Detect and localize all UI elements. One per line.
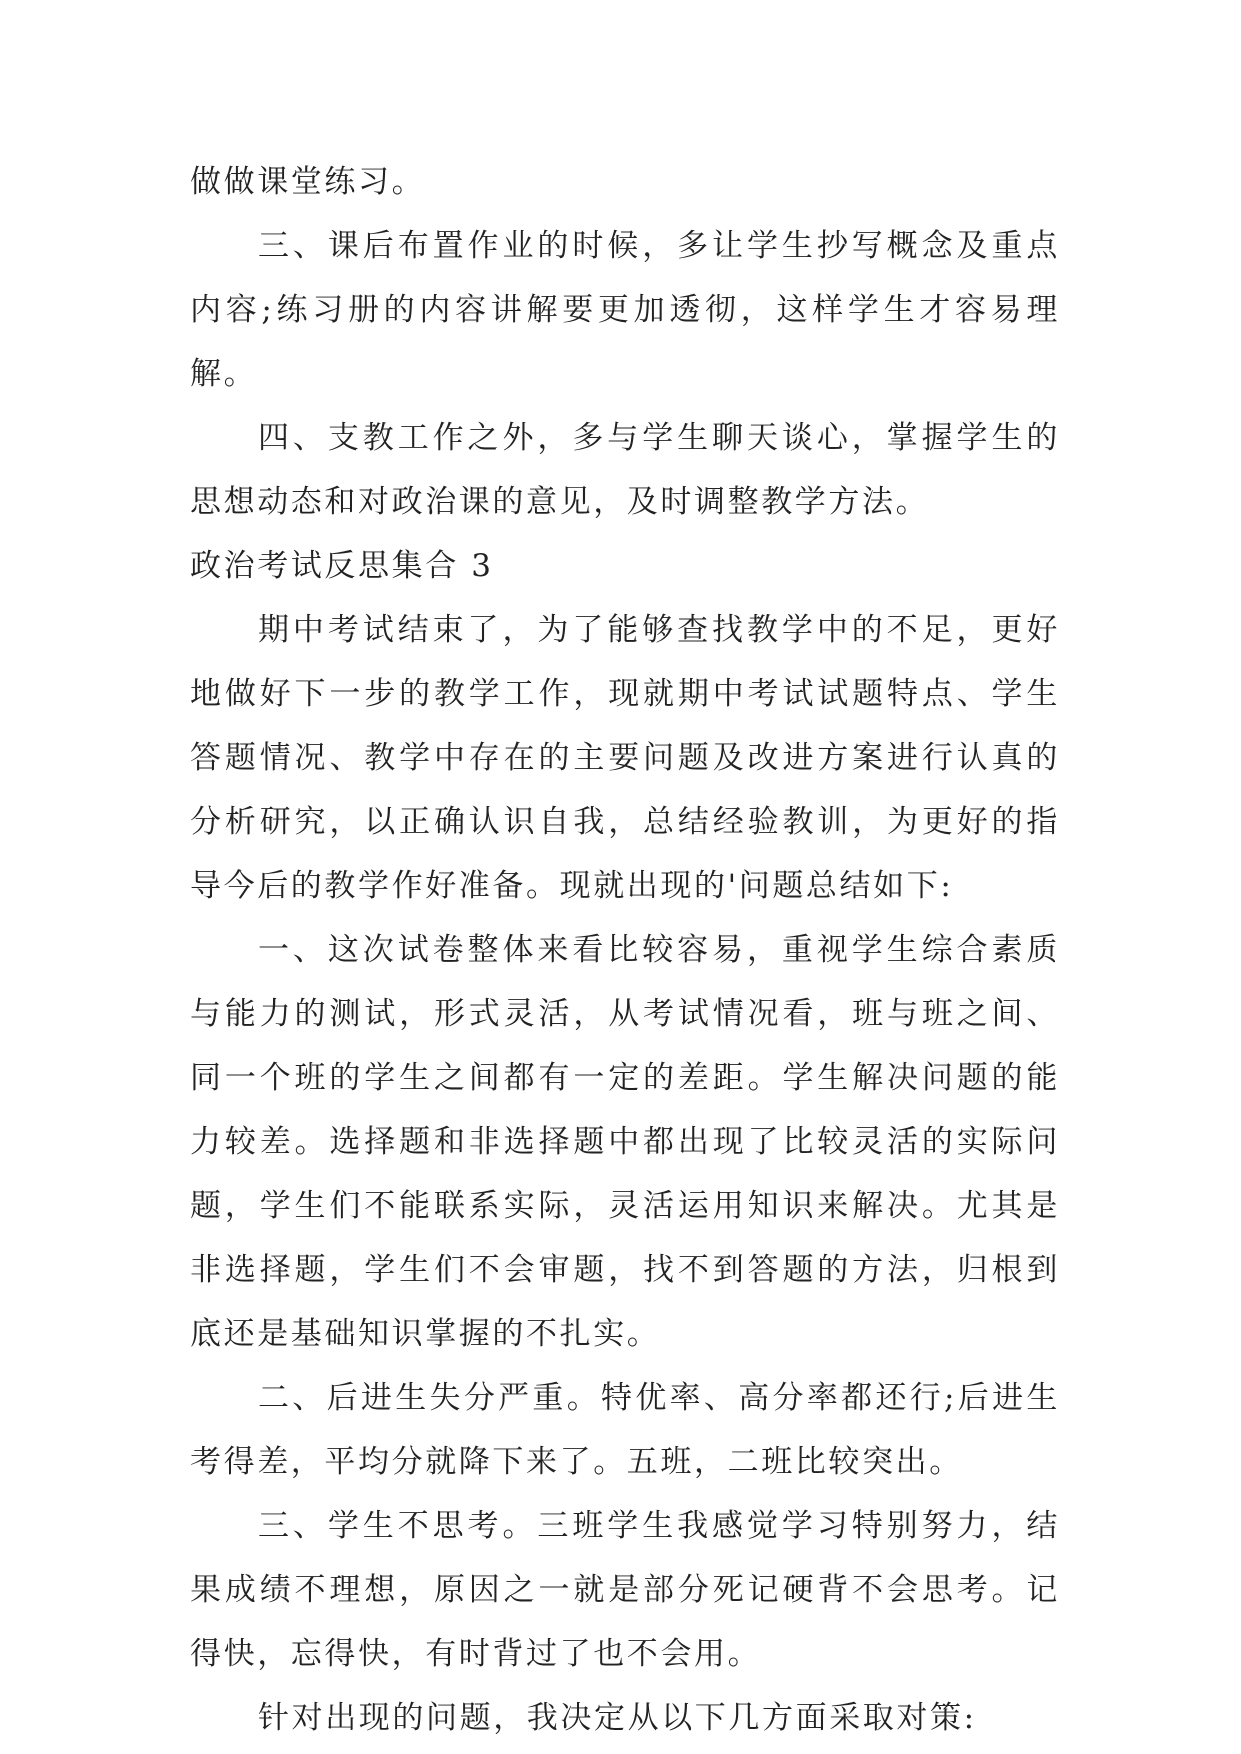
paragraph-point-one: 一、这次试卷整体来看比较容易，重视学生综合素质与能力的测试，形式灵活，从考试情况看，班与班之间、同一个班的学生之间都有一定的差距。学生解决问题的能力较差。选择题和非选择题中都出现了比较灵活的实际问题，学生们不能联系实际，灵活运用知识来解决。尤其是非选择题，学生们不会审题，找不到答题的方法，归根到底还是基础知识掌握的不扎实。 — [190, 932, 1060, 1352]
paragraph-point-two: 二、后进生失分严重。特优率、高分率都还行;后进生考得差，平均分就降下来了。五班，二班比较突出。 — [190, 1380, 1060, 1480]
paragraph-communication: 四、支教工作之外，多与学生聊天谈心，掌握学生的思想动态和对政治课的意见，及时调整教学方法。 — [190, 420, 1060, 520]
paragraph-intro: 期中考试结束了，为了能够查找教学中的不足，更好地做好下一步的教学工作，现就期中考试试题特点、学生答题情况、教学中存在的主要问题及改进方案进行认真的分析研究，以正确认识自我，总结经验教训，为更好的指导今后的教学作好准备。现就出现的'问题总结如下: — [190, 612, 1060, 904]
section-heading: 政治考试反思集合 3 — [190, 548, 494, 584]
document-body — [190, 150, 1060, 1750]
paragraph-homework: 三、课后布置作业的时候，多让学生抄写概念及重点内容;练习册的内容讲解要更加透彻，这样学生才容易理解。 — [190, 228, 1060, 392]
paragraph-point-three: 三、学生不思考。三班学生我感觉学习特别努力，结果成绩不理想，原因之一就是部分死记硬背不会思考。记得快，忘得快，有时背过了也不会用。 — [190, 1508, 1060, 1672]
paragraph-countermeasures: 针对出现的问题，我决定从以下几方面采取对策: — [258, 1700, 977, 1736]
paragraph-practice: 做做课堂练习。 — [190, 164, 426, 200]
